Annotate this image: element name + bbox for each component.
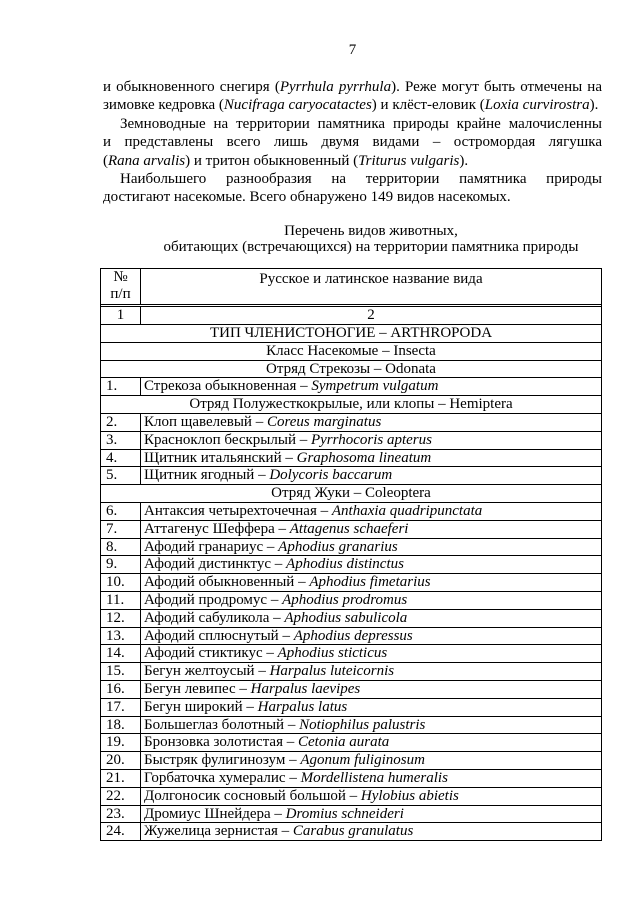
species-name-latin: Harpalus laevipes [250, 680, 361, 697]
row-number: 8. [101, 539, 141, 556]
species-name-latin: Harpalus luteicornis [269, 663, 395, 680]
latin-species-name: Pyrrhula pyrrhula [279, 79, 392, 95]
species-name [141, 521, 601, 538]
name-separator: – [266, 538, 275, 555]
species-row [101, 378, 601, 396]
text-run: ( [103, 152, 108, 169]
species-row [101, 521, 601, 539]
name-separator: – [285, 449, 293, 466]
number-column-header [101, 269, 141, 304]
row-number: 19. [101, 734, 141, 751]
name-separator: – [278, 520, 286, 537]
column-number-2: 2 [367, 307, 375, 323]
species-row [101, 806, 601, 824]
name-separator: – [274, 805, 282, 822]
species-name-latin: Mordellistena humeralis [300, 769, 448, 786]
species-row [101, 663, 601, 681]
species-name-ru: Дромиус Шнейдера [144, 805, 271, 822]
species-row [101, 503, 601, 521]
row-number: 7. [101, 521, 141, 538]
name-separator: – [287, 716, 296, 733]
row-number: 24. [101, 823, 141, 840]
species-row [101, 432, 601, 450]
taxon-heading-row [101, 396, 601, 414]
species-name-ru: Клоп щавелевый [144, 413, 252, 430]
row-number: 2. [101, 414, 141, 431]
column-number-row [101, 307, 601, 325]
paragraph [103, 115, 602, 170]
species-name-ru: Афодий гранариус [144, 538, 264, 555]
name-separator: – [281, 823, 290, 840]
paragraph-line [103, 170, 602, 188]
text-run: ) и клёст-еловик ( [371, 97, 485, 114]
taxon-heading: Отряд Стрекозы – Odonata [266, 360, 436, 377]
row-number: 6. [101, 503, 141, 520]
species-row [101, 610, 601, 628]
species-name [141, 628, 601, 645]
species-row [101, 823, 601, 841]
row-number: 15. [101, 663, 141, 680]
species-name [141, 610, 601, 627]
species-name-ru: Афодий сплюснутый [144, 627, 279, 644]
row-number: 23. [101, 806, 141, 823]
paragraph-line [103, 152, 602, 170]
latin-species-name: Loxia curvirostra [484, 97, 590, 114]
species-row [101, 717, 601, 735]
species-name [141, 539, 601, 556]
species-name [141, 414, 601, 431]
species-name-ru: Щитник итальянский [144, 449, 282, 466]
species-name-latin: Aphodius distinctus [286, 556, 404, 573]
row-number: 22. [101, 788, 141, 805]
row-number: 21. [101, 770, 141, 787]
column-number-1: 1 [101, 307, 141, 324]
species-name [141, 467, 601, 484]
name-separator: – [282, 627, 290, 644]
species-name-ru: Бегун широкий [144, 698, 243, 715]
species-row [101, 574, 601, 592]
body-text [103, 78, 602, 207]
species-name [141, 734, 601, 751]
species-name-ru: Аттагенус Шеффера [144, 520, 275, 537]
name-separator: – [258, 467, 266, 484]
name-separator: – [300, 378, 308, 395]
taxon-heading: Отряд Жуки – Coleoptera [271, 485, 431, 502]
species-name [141, 432, 601, 449]
species-name-latin: Harpalus latus [257, 698, 348, 715]
taxon-heading-row [101, 361, 601, 379]
species-name [141, 788, 601, 805]
row-number: 13. [101, 628, 141, 645]
taxon-heading-row [101, 343, 601, 361]
name-separator: – [289, 769, 297, 786]
species-name-latin: Aphodius granarius [278, 538, 398, 555]
species-name-latin: Graphosoma lineatum [296, 449, 432, 466]
row-number: 16. [101, 681, 141, 698]
paragraph-line [103, 188, 602, 206]
name-separator: – [270, 591, 279, 608]
species-name [141, 752, 601, 769]
species-name-ru: Большеглаз болотный [144, 716, 285, 733]
species-name-ru: Бронзовка золотистая [144, 734, 283, 751]
species-row [101, 628, 601, 646]
species-name-latin: Aphodius sticticus [277, 645, 388, 662]
species-name [141, 450, 601, 467]
species-name-latin: Cetonia aurata [298, 734, 390, 751]
paragraph [103, 170, 602, 207]
row-number: 17. [101, 699, 141, 716]
species-name [141, 717, 601, 734]
species-name-latin: Carabus granulatus [292, 823, 414, 840]
species-name-ru: Афодий стиктикус [144, 645, 263, 662]
paragraph-line [103, 78, 602, 96]
species-name [141, 699, 601, 716]
species-name-ru: Афодий сабуликола [144, 609, 270, 626]
species-row [101, 414, 601, 432]
species-name-latin: Dromius schneideri [285, 805, 404, 822]
species-name-ru: Бегун левипес [144, 680, 236, 697]
taxon-heading: ТИП ЧЛЕНИСТОНОГИЕ – ARTHROPODA [209, 325, 493, 341]
number-abbreviation: п/п [110, 286, 131, 302]
text-run: Земноводные на территории памятника природы крайне малочисленны [120, 115, 602, 132]
species-name-ru: Стрекоза обыкновенная [144, 378, 297, 395]
species-name-latin: Hylobius abietis [360, 787, 459, 804]
list-title [140, 223, 602, 255]
name-separator: – [255, 413, 264, 430]
species-name-latin: Notiophilus palustris [299, 716, 426, 733]
paragraph [103, 78, 602, 115]
species-name-ru: Жужелица зернистая [144, 823, 278, 840]
species-name [141, 574, 601, 591]
species-name [141, 681, 601, 698]
species-name-latin: Attagenus schaeferi [289, 520, 409, 537]
name-separator: – [273, 609, 281, 626]
species-row [101, 539, 601, 557]
species-row [101, 788, 601, 806]
row-number: 10. [101, 574, 141, 591]
name-separator: – [298, 574, 306, 591]
species-name [141, 378, 601, 395]
row-number: 5. [101, 467, 141, 484]
name-separator: – [246, 698, 254, 715]
text-run: и обыкновенного снегиря ( [103, 79, 280, 95]
row-number: 12. [101, 610, 141, 627]
species-name-latin: Coreus marginatus [266, 413, 382, 430]
taxon-heading: Отряд Полужесткокрылые, или клопы – Hemiptera [189, 396, 513, 413]
species-name-latin: Pyrrhocoris apterus [310, 431, 432, 448]
name-separator: – [266, 645, 274, 662]
species-name-latin: Aphodius fimetarius [309, 574, 431, 591]
species-name-ru: Быстряк фулигинозум [144, 752, 286, 769]
text-run: Наибольшего разнообразия на территории памятника природы [120, 170, 602, 187]
species-row [101, 467, 601, 485]
species-name [141, 823, 601, 840]
species-row [101, 556, 601, 574]
species-row [101, 699, 601, 717]
species-name-ru: Горбаточка хумералис [144, 769, 286, 786]
name-separator: – [274, 556, 283, 573]
species-name-latin: Aphodius prodromus [282, 591, 408, 608]
species-row [101, 592, 601, 610]
species-name [141, 592, 601, 609]
latin-species-name: Triturus vulgaris [358, 152, 460, 169]
species-row [101, 645, 601, 663]
text-run: ). Реже могут быть отмечены на [391, 79, 602, 95]
name-separator: – [239, 680, 247, 697]
species-row [101, 681, 601, 699]
row-number: 4. [101, 450, 141, 467]
paragraph-line [103, 115, 602, 133]
species-name [141, 663, 601, 680]
list-title-line-2: обитающих (встречающихся) на территории памятника природы [163, 239, 579, 255]
paragraph-line [103, 96, 602, 114]
table-header-row [101, 269, 601, 307]
species-row [101, 752, 601, 770]
species-name-ru: Афодий дистинктус [144, 556, 272, 573]
latin-species-name: Nucifraga caryocatactes [223, 97, 372, 114]
text-run: ) и тритон обыкновенный ( [185, 152, 359, 169]
text-run: ). [459, 152, 469, 169]
species-name-latin: Sympetrum vulgatum [311, 378, 439, 395]
page-number: 7 [348, 42, 357, 58]
species-name-ru: Бегун желтоусый [144, 663, 255, 680]
name-separator: – [289, 752, 297, 769]
species-name-ru: Долгоносик сосновый большой [144, 787, 346, 804]
taxon-heading-row [101, 485, 601, 503]
taxon-heading-row [101, 325, 601, 343]
text-run: и представлены всего лишь двумя видами – остромордая лягушка [103, 134, 602, 151]
text-run: достигают насекомые. Всего обнаружено 149 видов насекомых. [103, 189, 511, 206]
text-run: зимовке кедровка ( [103, 97, 224, 114]
species-name-ru: Афодий продромус [144, 591, 268, 608]
number-sign: № [113, 269, 128, 285]
row-number: 1. [101, 378, 141, 395]
species-name-latin: Dolycoris baccarum [269, 467, 393, 484]
paragraph-line [103, 133, 602, 151]
name-separator: – [299, 431, 308, 448]
name-separator: – [286, 734, 295, 751]
species-name [141, 645, 601, 662]
species-name-latin: Aphodius sabulicola [284, 609, 408, 626]
list-title-line-1: Перечень видов животных, [284, 223, 458, 239]
species-name-ru: Антаксия четырехточечная [144, 502, 317, 519]
row-number: 9. [101, 556, 141, 573]
taxon-heading: Класс Насекомые – Insecta [266, 342, 436, 359]
row-number: 3. [101, 432, 141, 449]
species-name-latin: Anthaxia quadripunctata [331, 502, 483, 519]
row-number: 11. [101, 592, 141, 609]
species-row [101, 734, 601, 752]
species-name [141, 503, 601, 520]
species-name-ru: Красноклоп бескрылый [144, 431, 296, 448]
species-name-ru: Щитник ягодный [144, 467, 255, 484]
name-separator: – [320, 502, 329, 519]
species-name-latin: Aphodius depressus [293, 627, 413, 644]
species-table [100, 268, 602, 841]
species-name [141, 556, 601, 573]
species-row [101, 770, 601, 788]
name-column-header: Русское и латинское название вида [259, 271, 483, 287]
row-number: 20. [101, 752, 141, 769]
row-number: 14. [101, 645, 141, 662]
name-separator: – [349, 787, 358, 804]
species-row [101, 450, 601, 468]
latin-species-name: Rana arvalis [108, 152, 186, 169]
species-name [141, 770, 601, 787]
text-run: ). [589, 97, 599, 114]
species-name-ru: Афодий обыкновенный [144, 574, 295, 591]
name-separator: – [258, 663, 266, 680]
species-name [141, 806, 601, 823]
species-name-latin: Agonum fuliginosum [300, 752, 425, 769]
row-number: 18. [101, 717, 141, 734]
